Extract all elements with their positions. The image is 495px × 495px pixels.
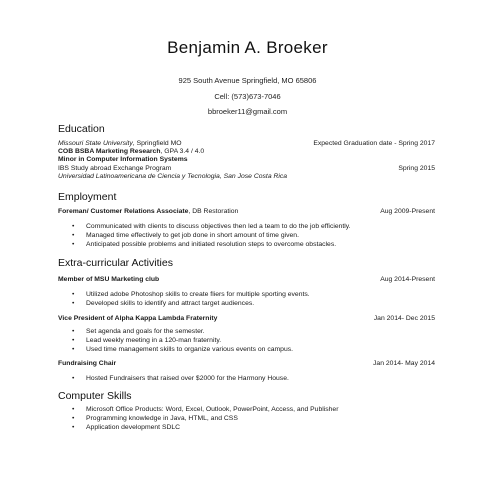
activity-title: Vice President of Alpha Kappa Lambda Fraternity xyxy=(58,315,218,322)
bullet-icon: • xyxy=(72,346,75,353)
section-heading-education: Education xyxy=(58,123,105,135)
bullet-icon: • xyxy=(72,406,75,413)
bullet-icon: • xyxy=(72,232,75,239)
bullet-icon: • xyxy=(72,415,75,422)
list-item: • Managed time effectively to get job done in short amount of time given. xyxy=(72,232,299,239)
section-heading-employment: Employment xyxy=(58,191,117,203)
bullet-icon: • xyxy=(72,375,75,382)
bullet-icon: • xyxy=(72,328,75,335)
list-item: • Anticipated possible problems and initiated resolution steps to overcome obstacles. xyxy=(72,241,337,248)
list-item: • Set agenda and goals for the semester. xyxy=(72,328,205,335)
list-item: • Lead weekly meeting in a 120-man fraternity. xyxy=(72,337,222,344)
degree: COB BSBA Marketing Research xyxy=(58,148,161,155)
activity-title: Fundraising Chair xyxy=(58,360,117,367)
list-item: • Used time management skills to organize various events on campus. xyxy=(72,346,294,353)
resume-name: Benjamin A. Broeker xyxy=(167,38,328,57)
activity-date: Jan 2014- Dec 2015 xyxy=(373,315,435,322)
school-city: , Springfield MO xyxy=(132,140,182,147)
activity-title: Member of MSU Marketing club xyxy=(58,276,160,283)
list-item: • Microsoft Office Products: Word, Excel, Outlook, PowerPoint, Access, and Publisher xyxy=(72,406,339,413)
study-abroad-date: Spring 2015 xyxy=(398,165,435,172)
school-line xyxy=(58,140,182,148)
bullet-icon: • xyxy=(72,424,75,431)
job-company: , DB Restoration xyxy=(188,208,239,215)
graduation-date: Expected Graduation date - Spring 2017 xyxy=(313,140,435,147)
job-line xyxy=(58,208,238,216)
job-date: Aug 2009-Present xyxy=(380,208,435,215)
list-item: • Programming knowledge in Java, HTML, and CSS xyxy=(72,415,238,422)
bullet-icon: • xyxy=(72,337,75,344)
job-title: Foreman/ Customer Relations Associate xyxy=(58,208,189,215)
list-item: • Communicated with clients to discuss objectives then led a team to do the job efficiently. xyxy=(72,223,351,230)
study-abroad: IBS Study abroad Exchange Program xyxy=(58,165,172,172)
phone: Cell: (573)673-7046 xyxy=(214,92,281,101)
list-item: • Developed skills to identify and attract target audiences. xyxy=(72,300,255,307)
bullet-icon: • xyxy=(72,291,75,298)
bullet-icon: • xyxy=(72,300,75,307)
list-item: • Hosted Fundraisers that raised over $2000 for the Harmony House. xyxy=(72,375,289,382)
activity-date: Aug 2014-Present xyxy=(380,276,435,283)
list-item: • Application development SDLC xyxy=(72,424,181,431)
list-item: • Utilized adobe Photoshop skills to create fliers for multiple sporting events. xyxy=(72,291,310,298)
email: bbroeker11@gmail.com xyxy=(207,107,288,116)
minor: Minor in Computer Information Systems xyxy=(58,156,188,163)
address: 925 South Avenue Springfield, MO 65806 xyxy=(178,76,317,85)
gpa: , GPA 3.4 / 4.0 xyxy=(160,148,205,155)
bullet-icon: • xyxy=(72,223,75,230)
section-heading-extracurricular: Extra-curricular Activities xyxy=(58,257,173,269)
study-abroad-school: Universidad Latinoamericana de Ciencia y Tecnologia, San Jose Costa Rica xyxy=(58,173,288,180)
section-heading-skills: Computer Skills xyxy=(58,390,132,402)
activity-date: Jan 2014- May 2014 xyxy=(373,360,435,367)
school-name: Missouri State University xyxy=(58,140,133,147)
degree-line xyxy=(58,148,204,156)
bullet-icon: • xyxy=(72,241,75,248)
